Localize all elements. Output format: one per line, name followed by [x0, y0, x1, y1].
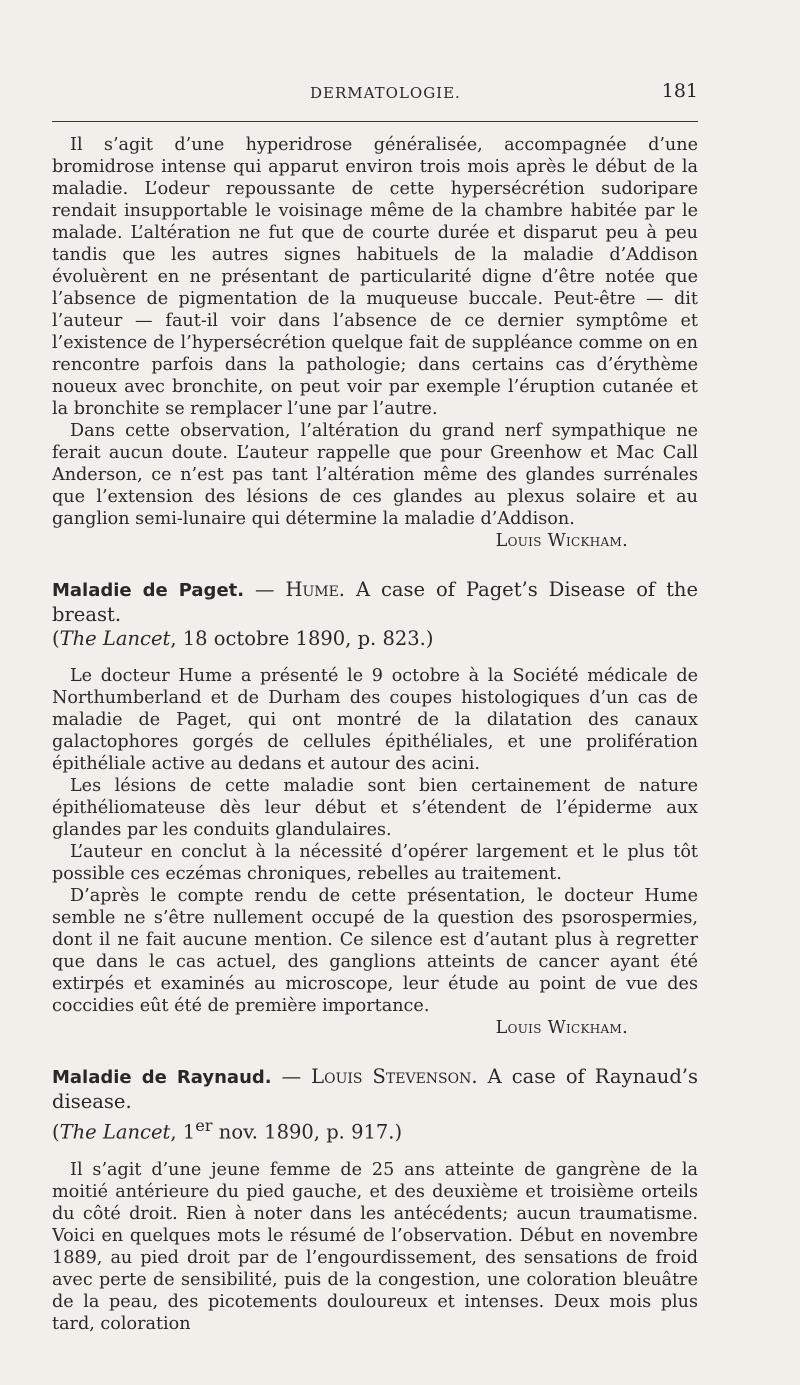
section-title: Maladie de Raynaud.: [52, 1067, 272, 1088]
paragraph: Il s’agit d’une hyperidrose généralisée, accompagnée d’une bromidrose intense qui apparut environ trois mois après le début de la maladie. L’odeur repoussante de cette hypersécrétion sudoripare rendait insupportable le voisinage même de la chambre habitée par le malade. L’altération ne fut que de courte durée et disparut peu à peu tandis que les autres signes habituels de la maladie d’Addison évoluèrent en ne présentant de particularité digne d’être notée que l’absence de pigmentation de la muqueuse buccale. Peut-être — dit l’auteur — faut-il voir dans l’absence de ce dernier symptôme et l’existence de l’hypersécrétion quelque fait de suppléance comme on en rencontre parfois dans la pathologie; dans certains cas d’érythème noueux avec bronchite, on peut voir par exemple l’éruption cutanée et la bronchite se remplacer l’une par l’autre.: [52, 135, 698, 419]
running-head: [52, 80, 698, 108]
citation: (The Lancet, 18 octobre 1890, p. 823.): [52, 627, 434, 650]
section-author: Hume.: [285, 578, 346, 601]
citation-day: 1: [182, 1120, 196, 1144]
journal-name: The Lancet: [59, 627, 171, 650]
citation-superscript: er: [195, 1116, 213, 1135]
signature: Louis Wickham.: [495, 1018, 628, 1038]
section-heading-raynaud: Maladie de Raynaud. — Louis Stevenson. A case of Raynaud’s disease. (The Lancet, 1er nov. 1890, p. 917.): [52, 1065, 699, 1144]
running-title: DERMATOLOGIE.: [310, 84, 461, 102]
paragraph: Le docteur Hume a présenté le 9 octobre à la Société médicale de Northumberland et de Durham des coupes histologiques d’un cas de maladie de Paget, qui ont montré de la dilatation des canaux galactophores gorgés de cellules épithéliales, et une prolifération épithéliale active au dedans et autour des acini.: [52, 666, 698, 774]
paragraph: Les lésions de cette maladie sont bien certainement de nature épithéliomateuse dès leur début et s’étendent de l’épiderme aux glandes par les conduits glandulaires.: [52, 776, 698, 840]
signature-line: [52, 530, 698, 552]
paragraph: D’après le compte rendu de cette présentation, le docteur Hume semble ne s’être nullement occupé de la question des psorospermies, dont il ne fait aucune mention. Ce silence est d’autant plus à regretter que dans le cas actuel, des ganglions atteints de cancer ayant été extirpés et examinés au microscope, leur étude au point de vue des coccidies eût été de première importance.: [52, 886, 698, 1016]
header-rule: [52, 121, 698, 122]
section-subject: A case of Paget’s Disease of the breast.: [52, 578, 699, 626]
section-subject: A case of Raynaud’s disease.: [52, 1065, 699, 1113]
journal-name: The Lancet: [59, 1120, 171, 1144]
page-number: 181: [661, 80, 698, 102]
body-text: [52, 134, 698, 1335]
paragraph: Il s’agit d’une jeune femme de 25 ans atteinte de gangrène de la moitié antérieure du pied gauche, et des deuxième et troisième orteils du côté droit. Rien à noter dans les antécédents; aucun traumatisme. Voici en quelques mots le résumé de l’observation. Début en novembre 1889, au pied droit par de l’engourdissement, des sensations de froid avec perte de sensibilité, puis de la congestion, une coloration bleuâtre de la peau, des picotements douloureux et intenses. Deux mois plus tard, coloration: [52, 1159, 698, 1334]
section-heading-paget: Maladie de Paget. — Hume. A case of Paget’s Disease of the breast. (The Lancet, 18 octobre 1890, p. 823.): [52, 578, 699, 650]
section-author: Louis Stevenson.: [311, 1065, 478, 1088]
signature: Louis Wickham.: [495, 531, 628, 551]
citation: (The Lancet, 1er nov. 1890, p. 917.): [52, 1116, 403, 1144]
paragraph: Dans cette observation, l’altération du grand nerf sympathique ne ferait aucun doute. L’auteur rappelle que pour Greenhow et Mac Call Anderson, ce n’est pas tant l’altération même des glandes surrénales que l’extension des lésions de ces glandes au plexus solaire et au ganglion semi-lunaire qui détermine la maladie d’Addison.: [52, 421, 698, 529]
signature-line: [52, 1017, 698, 1039]
section-title: Maladie de Paget.: [52, 580, 245, 601]
citation-details: , 18 octobre 1890, p. 823.): [170, 627, 434, 650]
citation-details: nov. 1890, p. 917.): [212, 1120, 403, 1144]
paragraph: L’auteur en conclut à la nécessité d’opérer largement et le plus tôt possible ces eczémas chroniques, rebelles au traitement.: [52, 842, 698, 884]
